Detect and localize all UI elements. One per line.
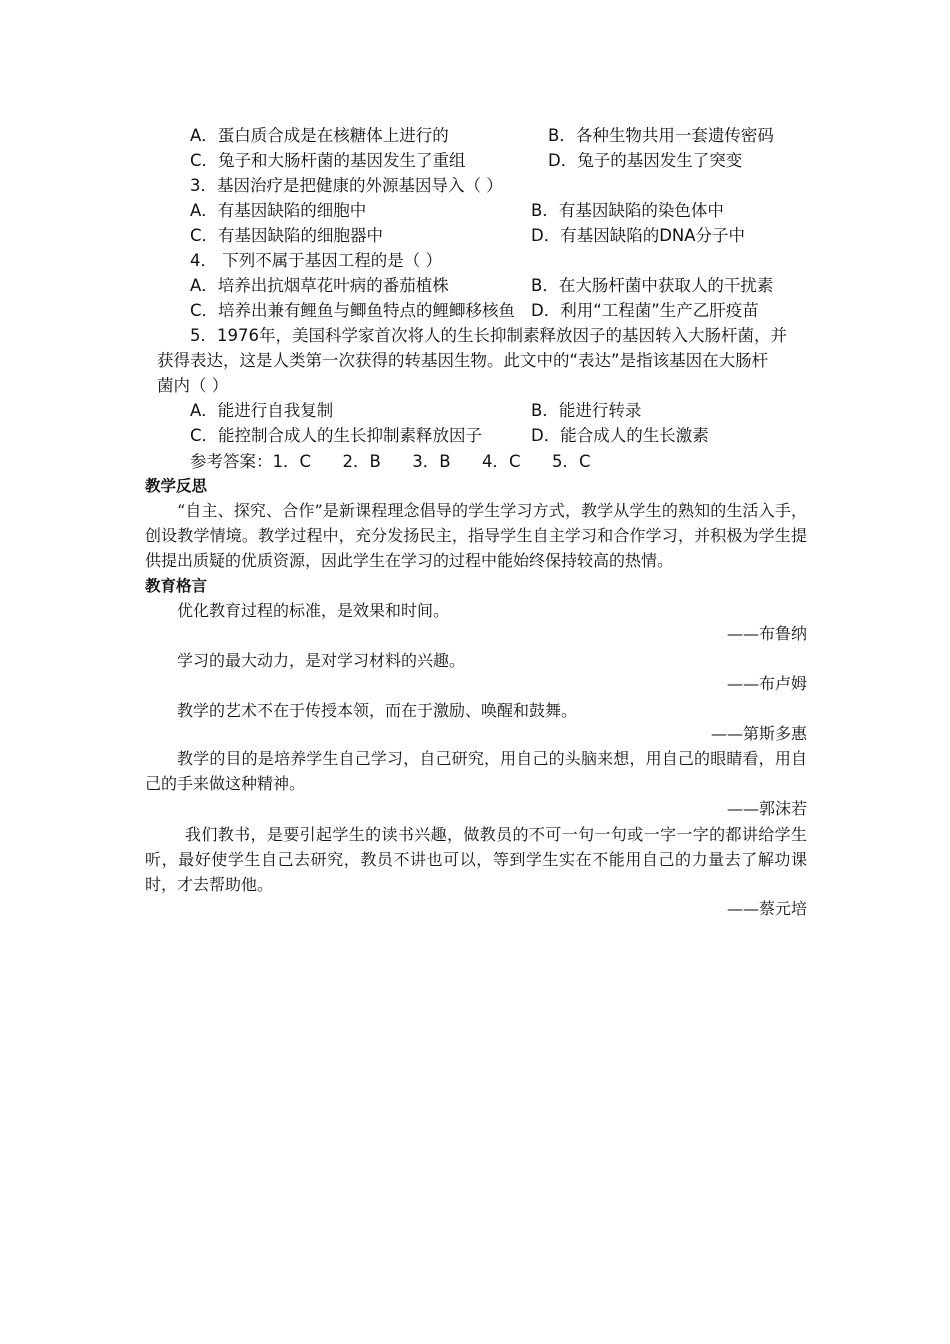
q5-option-b: B．能进行转录	[531, 401, 642, 420]
q5-option-c: C．能控制合成人的生长抑制素释放因子	[190, 426, 483, 445]
q5-stem-line1: 5．1976年，美国科学家首次将人的生长抑制素释放因子的基因转入大肠杆菌，并	[190, 326, 787, 345]
q3-option-c: C．有基因缺陷的细胞器中	[190, 226, 384, 245]
maxim-quote: 我们教书，是要引起学生的读书兴趣，做教员的不可一句一句或一字一字的都讲给学生听，最好使学生自己去研究，教员不讲也可以，等到学生实在不能用自己的力量去了解功课时，才去帮助他。	[145, 825, 807, 894]
maxim-quote: 学习的最大动力，是对学习材料的兴趣。	[177, 651, 466, 670]
reflection-heading: 教学反思	[145, 477, 208, 495]
q2-option-a: A．蛋白质合成是在核糖体上进行的	[190, 126, 449, 145]
q3-option-a: A．有基因缺陷的细胞中	[190, 201, 367, 220]
maxim-quote: 教学的目的是培养学生自己学习，自己研究，用自己的头脑来想，用自己的眼睛看，用自己的手来做这种精神。	[145, 749, 807, 793]
q5-option-a: A．能进行自我复制	[190, 401, 334, 420]
maxim-author: ——布鲁纳	[726, 624, 807, 643]
q3-option-d: D．有基因缺陷的DNA分子中	[531, 226, 746, 245]
q4-option-d: D．利用“工程菌”生产乙肝疫苗	[531, 301, 759, 320]
maxim-author: ——蔡元培	[726, 899, 807, 918]
maxim-quote: 教学的艺术不在于传授本领，而在于激励、唤醒和鼓舞。	[177, 701, 578, 720]
q2-option-c: C．兔子和大肠杆菌的基因发生了重组	[190, 151, 466, 170]
q5-option-d: D．能合成人的生长激素	[531, 426, 709, 445]
q4-stem: 4． 下列不属于基因工程的是（ ）	[190, 251, 442, 270]
maxim-quote: 优化教育过程的标准，是效果和时间。	[177, 601, 450, 620]
maxim-author: ——布卢姆	[726, 674, 807, 693]
q4-option-b: B．在大肠杆菌中获取人的干扰素	[531, 276, 774, 295]
q4-option-c: C．培养出兼有鲤鱼与鲫鱼特点的鲤鲫移核鱼	[190, 301, 516, 320]
maxims-heading: 教育格言	[145, 577, 208, 595]
q5-stem-line2: 获得表达，这是人类第一次获得的转基因生物。此文中的“表达”是指该基因在大肠杆	[157, 351, 769, 370]
reflection-body: “自主、探究、合作”是新课程理念倡导的学生学习方式，教学从学生的熟知的生活入手，创设教学情境。教学过程中，充分发扬民主，指导学生自主学习和合作学习，并积极为学生提供提出质疑的优质资源，因此学生在学习的过程中能始终保持较高的热情。	[145, 501, 807, 570]
q5-stem-line3: 菌内（ ）	[157, 376, 229, 395]
maxim-author: ——第斯多惠	[710, 724, 807, 743]
q3-stem: 3．基因治疗是把健康的外源基因导入（ ）	[190, 176, 503, 195]
q4-option-a: A．培养出抗烟草花叶病的番茄植株	[190, 276, 449, 295]
q2-option-d: D．兔子的基因发生了突变	[548, 151, 743, 170]
q3-option-b: B．有基因缺陷的染色体中	[531, 201, 724, 220]
q2-option-b: B．各种生物共用一套遗传密码	[548, 126, 774, 145]
answer-key: 参考答案：1．C 2．B 3．B 4．C 5．C	[190, 452, 591, 471]
maxim-author: ——郭沫若	[726, 799, 807, 818]
